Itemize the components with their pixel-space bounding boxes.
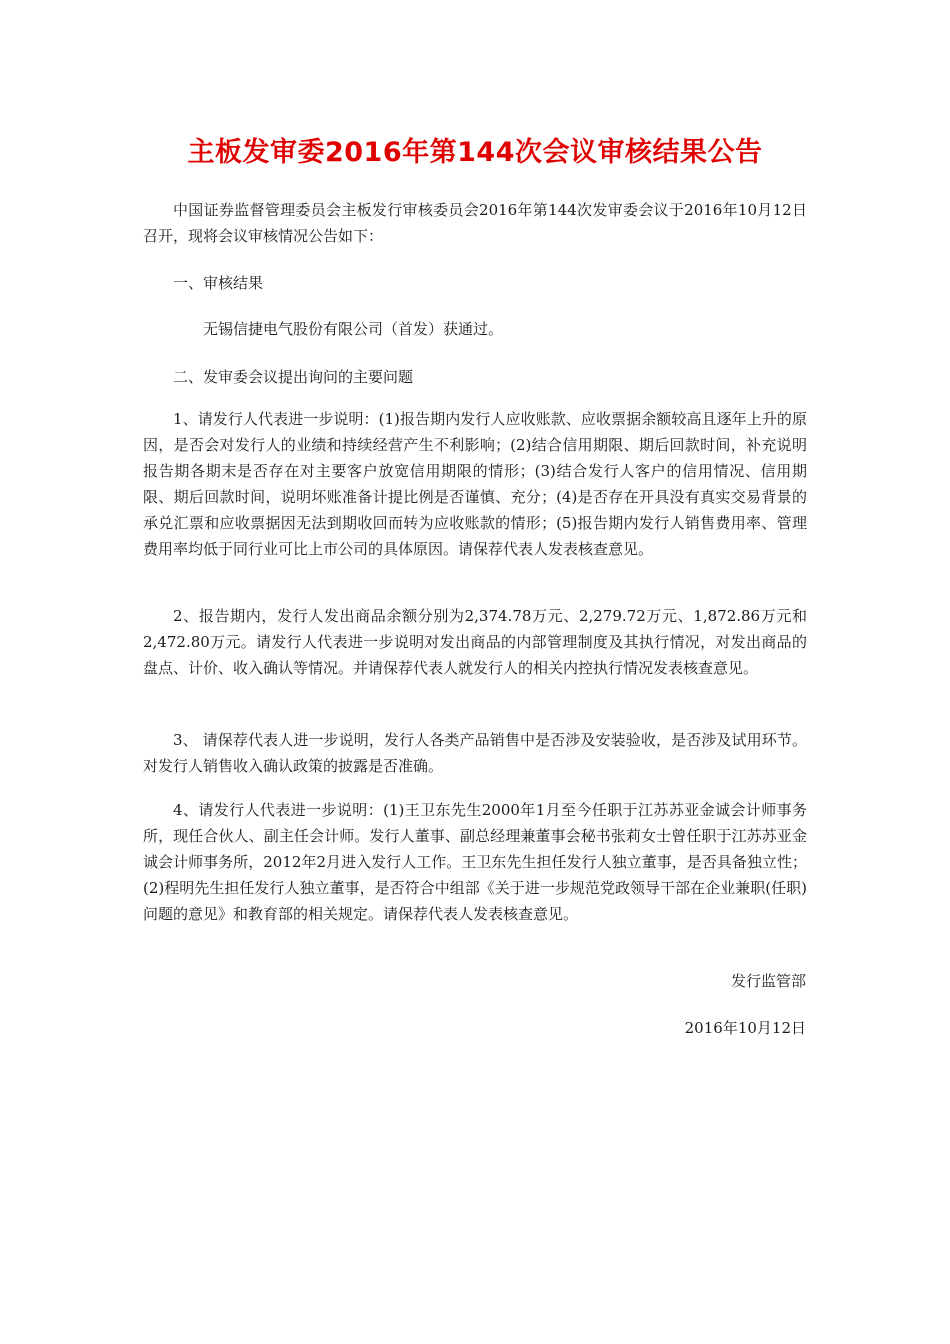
question-3: 3、 请保荐代表人进一步说明，发行人各类产品销售中是否涉及安装验收，是否涉及试用环节。对发行人销售收入确认政策的披露是否准确。 bbox=[143, 731, 807, 775]
review-result: 无锡信捷电气股份有限公司（首发）获通过。 bbox=[203, 320, 504, 338]
question1-block bbox=[143, 406, 807, 562]
question-4: 4、请发行人代表进一步说明：(1)王卫东先生2000年1月至今任职于江苏苏亚金诚会计师事务所，现任合伙人、副主任会计师。发行人董事、副总经理兼董事会秘书张莉女士曾任职于江苏苏亚金诚会计师事务所，2012年2月进入发行人工作。王卫东先生担任发行人独立董事，是否具备独立性；(2)程明先生担任发行人独立董事，是否符合中组部《关于进一步规范党政领导干部在企业兼职(任职)问题的意见》和教育部的相关规定。请保荐代表人发表核查意见。 bbox=[143, 801, 807, 923]
section1-heading-block bbox=[143, 270, 807, 296]
question4-block bbox=[143, 797, 807, 927]
signature-date: 2016年10月12日 bbox=[684, 1019, 806, 1037]
section1-heading: 一、审核结果 bbox=[173, 274, 264, 292]
question-1: 1、请发行人代表进一步说明：(1)报告期内发行人应收账款、应收票据余额较高且逐年上升的原因，是否会对发行人的业绩和持续经营产生不利影响；(2)结合信用期限、期后回款时间，补充说明报告期各期末是否存在对主要客户放宽信用期限的情形；(3)结合发行人客户的信用情况、信用期限、期后回款时间，说明坏账准备计提比例是否谨慎、充分；(4)是否存在开具没有真实交易背景的承兑汇票和应收票据因无法到期收回而转为应收账款的情形；(5)报告期内发行人销售费用率、管理费用率均低于同行业可比上市公司的具体原因。请保荐代表人发表核查意见。 bbox=[143, 410, 807, 558]
section1-result-block bbox=[143, 316, 807, 342]
section2-heading: 二、发审委会议提出询问的主要问题 bbox=[173, 368, 414, 386]
intro-block bbox=[143, 197, 807, 249]
question3-block bbox=[143, 727, 807, 779]
intro-paragraph: 中国证券监督管理委员会主板发行审核委员会2016年第144次发审委会议于2016年10月12日召开，现将会议审核情况公告如下： bbox=[143, 201, 807, 245]
signature-department: 发行监管部 bbox=[730, 972, 806, 990]
question2-block bbox=[143, 603, 807, 681]
document-title: 主板发审委2016年第144次会议审核结果公告 bbox=[187, 137, 763, 168]
question-2: 2、报告期内，发行人发出商品余额分别为2,374.78万元、2,279.72万元、1,872.86万元和 2,472.80万元。请发行人代表进一步说明对发出商品的内部管理制度及其执行情况，对发出商品的盘点、计价、收入确认等情况。并请保荐代表人就发行人的相关内控执行情况发表核查意见。 bbox=[143, 607, 807, 677]
section2-heading-block bbox=[143, 364, 807, 390]
